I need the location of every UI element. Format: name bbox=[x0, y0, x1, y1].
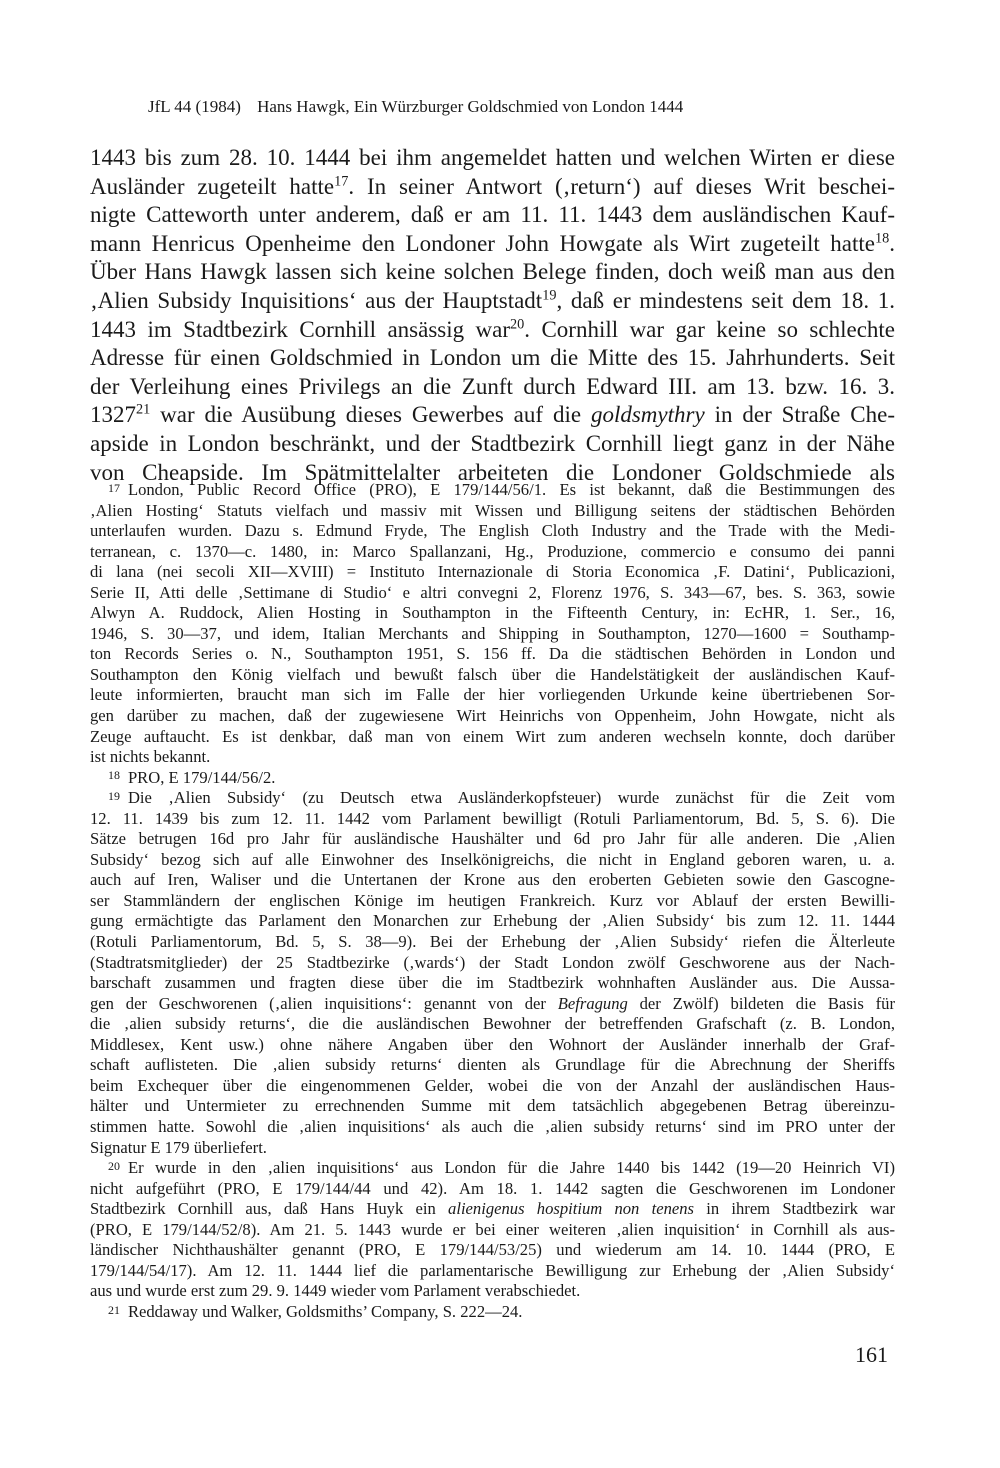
footnote-line: (Stadtratsmitglieder) der 25 Stadtbezirke (‚wards‘) der Stadt London zwölf Geschworene aus der Nach- bbox=[90, 952, 895, 972]
footnote-line: unterlaufen wurden. Dazu s. Edmund Fryde, The English Cloth Industry and the Trade with the Medi- bbox=[90, 521, 895, 541]
body-line: Ausländer zugeteilt hatte$^{17}$. In seiner Antwort (‚return‘) auf dieses Writ beschei- bbox=[90, 173, 895, 199]
body-line: apside in London beschränkt, und der Stadtbezirk Cornhill liegt ganz in der Nähe bbox=[90, 430, 895, 456]
footnote-line: barschaft zusammen und fragten diese über die im Stadtbezirk wohnhaften Ausländer aus. Die Aussa- bbox=[90, 973, 895, 993]
body-line: 1327$^{21}$ war die Ausübung dieses Gewerbes auf die goldsmythry in der Straße Che- bbox=[90, 401, 895, 428]
footnote-line: ser Stammländern der englischen Könige im heutigen Frankreich. Kurz vor Ablauf der ersten Bewilli- bbox=[90, 890, 895, 910]
footnote-17: $^{17}$ London, Public Record Office (PRO), E 179/144/56/1. Es ist bekannt, daß die Bestimmungen des bbox=[108, 480, 895, 499]
footnote-line: hälter und Untermieter zu errechnenden Summe mit dem tatsächlich abgegebenen Betrag übereinzu- bbox=[90, 1096, 895, 1116]
footnote-line: Signatur E 179 überliefert. bbox=[90, 1137, 267, 1157]
footnote-line: gung ermächtigte das Parlament den Monarchen zur Erhebung der ‚Alien Subsidy‘ bis zum 12. 11. 1444 bbox=[90, 911, 895, 931]
footnote-19: $^{19}$ Die ‚Alien Subsidy‘ (zu Deutsch etwa Ausländerkopfsteuer) wurde zunächst für die Zeit vom bbox=[108, 788, 895, 808]
footnote-line: leute informierten, braucht man sich im Falle der hier vorliegenden Urkunde keine übertriebenen Sor- bbox=[90, 685, 895, 705]
footnote-line: Stadtbezirk Cornhill aus, daß Hans Huyk ein alienigenus hospitium non tenens in ihrem Stadtbezirk war bbox=[90, 1199, 896, 1219]
article-title: Hans Hawgk, Ein Würzburger Goldschmied von London 1444 bbox=[257, 97, 684, 116]
body-line: Über Hans Hawgk lassen sich keine solchen Belege finden, doch weiß man aus den bbox=[90, 259, 895, 285]
footnote-line: ist nichts bekannt. bbox=[90, 747, 211, 767]
footnote-21: $^{21}$ Reddaway und Walker, Goldsmiths’ Company, S. 222—24. bbox=[108, 1301, 523, 1321]
footnotes bbox=[90, 480, 895, 1322]
footnote-line: 12. 11. 1439 bis zum 12. 11. 1442 vom Parlament bewilligt (Rotuli Parliamentorum, Bd. 5, S. 6). Die bbox=[90, 808, 895, 828]
body-line: 1443 im Stadtbezirk Cornhill ansässig war$^{20}$. Cornhill war gar keine so schlechte bbox=[90, 316, 895, 342]
body-line: ‚Alien Subsidy Inquisitions‘ aus der Hauptstadt$^{19}$, daß er mindestens seit dem 18. 1. bbox=[90, 287, 895, 313]
body-text bbox=[90, 144, 895, 487]
footnote-line: Middlesex, Kent usw.) ohne nähere Angaben über den Wohnort der Ausländer innerhalb der Graf- bbox=[90, 1034, 895, 1054]
body-line: Adresse für einen Goldschmied in London um die Mitte des 15. Jahrhunderts. Seit bbox=[90, 345, 895, 371]
footnote-line: terranean, c. 1370—c. 1480, in: Marco Spallanzani, Hg., Produzione, commercio e consumo dei panni bbox=[90, 541, 895, 561]
footnote-ref[interactable]: 21 bbox=[136, 401, 151, 418]
page-number: 161 bbox=[855, 1342, 888, 1367]
footnote-line: ‚Alien Hosting‘ Statuts vielfach und massiv mit Wissen und Billigung seitens der städtischen Behörden bbox=[90, 500, 895, 520]
body-line: 1443 bis zum 28. 10. 1444 bei ihm angemeldet hatten und welchen Wirten er diese bbox=[90, 145, 895, 170]
footnote-number: 20 bbox=[108, 1158, 120, 1173]
footnote-line: aus und wurde erst zum 29. 9. 1449 wieder vom Parlament verabschiedet. bbox=[90, 1281, 581, 1301]
footnote-ref[interactable]: 19 bbox=[542, 287, 557, 304]
footnote-line: (PRO, E 179/144/52/8). Am 21. 5. 1443 wurde er bei einer weiteren ‚alien inquisition‘ in Cornhill als aus- bbox=[90, 1219, 895, 1239]
footnote-line: di lana (nei secoli XII—XVIII) = Instituto Internazionale di Storia Economica ‚F. Datini‘, Publicazioni, bbox=[90, 562, 895, 582]
footnote-line: Zeuge auftaucht. Es ist denkbar, daß man von einem Wirt zum anderen wechseln konnte, doch darüber bbox=[90, 726, 895, 746]
footnote-line: 1946, S. 30—37, und idem, Italian Merchants and Shipping in Southampton, 1270—1600 = Southamp- bbox=[90, 623, 895, 643]
journal-citation: JfL 44 (1984) bbox=[148, 97, 241, 116]
footnote-ref[interactable]: 17 bbox=[334, 173, 349, 190]
footnote-line: Serie II, Atti delle ‚Settimane di Studio‘ e altri convegni 2, Florenz 1976, S. 343—67, bes. S. 363, sowie bbox=[90, 582, 895, 602]
running-header bbox=[148, 96, 908, 118]
footnote-number: 21 bbox=[108, 1302, 120, 1317]
footnote-line: gen der Geschworenen (‚alien inquisitions‘: genannt von der Befragung der Zwölf) bildeten die Basis für bbox=[90, 993, 895, 1013]
body-line: nigte Catteworth unter anderem, daß er am 11. 11. 1443 dem ausländischen Kauf- bbox=[90, 202, 895, 228]
footnote-line: ton Records Series o. N., Southampton 1951, S. 156 ff. Da die städtischen Behörden in London und bbox=[90, 644, 895, 664]
footnote-number: 17 bbox=[108, 480, 120, 495]
footnote-line: Southampton den König vielfach und bewußt falsch über die Handelstätigkeit der ausländischen Kauf- bbox=[90, 664, 895, 684]
footnote-line: nicht aufgeführt (PRO, E 179/144/44 und 42). Am 18. 1. 1442 sagten die Geschworenen im Londoner bbox=[90, 1178, 895, 1198]
footnote-line: Alwyn A. Ruddock, Alien Hosting in Southampton in the Fifteenth Century, in: EcHR, 1. Ser., 16, bbox=[90, 603, 895, 623]
body-line: mann Henricus Openheime den Londoner John Howgate als Wirt zugeteilt hatte$^{18}$. bbox=[90, 230, 895, 256]
footnote-line: ländischer Nichthaushälter genannt (PRO, E 179/144/53/25) und wiederum am 14. 10. 1444 (PRO, E bbox=[90, 1240, 895, 1260]
footnote-number: 18 bbox=[108, 768, 120, 783]
footnote-18: $^{18}$ PRO, E 179/144/56/2. bbox=[108, 767, 276, 787]
footnote-line: beim Exchequer über die eingenommenen Gelder, wobei die von der Anzahl der ausländischen Haus- bbox=[90, 1075, 895, 1095]
body-line: von Cheapside. Im Spätmittelalter arbeiteten die Londoner Goldschmiede als bbox=[90, 459, 895, 485]
footnote-ref[interactable]: 18 bbox=[875, 230, 890, 247]
footnote-line: stimmen hatte. Sowohl die ‚alien inquisitions‘ als auch die ‚alien subsidy returns‘ sind im PRO unter der bbox=[90, 1116, 895, 1136]
footnote-20: $^{20}$ Er wurde in den ‚alien inquisitions‘ aus London für die Jahre 1440 bis 1442 (19—20 Heinrich VI) bbox=[108, 1158, 895, 1178]
body-line: der Verleihung eines Privilegs an die Zunft durch Edward III. am 13. bzw. 16. 3. bbox=[90, 373, 895, 399]
footnote-line: 179/144/54/17). Am 12. 11. 1444 lief die parlamentarische Bewilligung zur Erhebung der ‚Alien Subsidy‘ bbox=[90, 1260, 895, 1280]
footnote-line: Subsidy‘ bezog sich auf alle Einwohner des Inselkönigreichs, die nicht in England geboren waren, u. a. bbox=[90, 849, 895, 869]
footnote-ref[interactable]: 20 bbox=[510, 316, 525, 333]
footnote-number: 19 bbox=[108, 788, 120, 803]
footnote-line: schaft auflisteten. Die ‚alien subsidy returns‘ dienten als Grundlage für die Abrechnung der Sheriffs bbox=[90, 1055, 895, 1075]
footnote-line: Sätze betrugen 16d pro Jahr für ausländische Haushälter und 6d pro Jahr für alle anderen. Die ‚Alien bbox=[90, 829, 895, 849]
footnote-line: die ‚alien subsidy returns‘, die die ausländischen Bewohner der betreffenden Grafschaft (z. B. London, bbox=[90, 1014, 895, 1034]
footnote-line: (Rotuli Parliamentorum, Bd. 5, S. 38—9). Bei der Erhebung der ‚Alien Subsidy‘ riefen die Älterleute bbox=[90, 932, 895, 952]
footnote-line: auch auf Iren, Waliser und die Untertanen der Krone aus den eroberten Gebieten sowie den Gascogne- bbox=[90, 870, 895, 890]
footnote-line: gen darüber zu machen, daß der zugewiesene Wirt Heinrichs von Oppenheim, John Howgate, nicht als bbox=[90, 706, 895, 726]
